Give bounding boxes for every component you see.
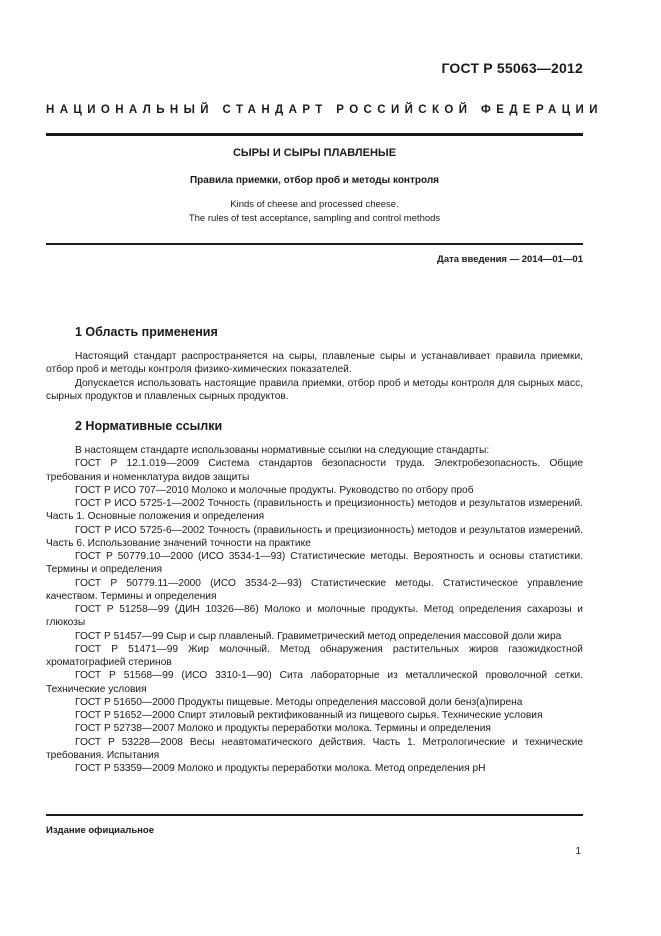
- page-number: 1: [575, 846, 581, 857]
- introduction-date: Дата введения — 2014—01—01: [437, 254, 583, 265]
- reference-item: ГОСТ Р ИСО 707—2010 Молоко и молочные продукты. Руководство по отбору проб: [75, 484, 474, 496]
- english-title-line1: Kinds of cheese and processed cheese.: [230, 199, 399, 210]
- reference-item: ГОСТ Р 51568—99 (ИСО 3310-1—90) Сита лабораторные из металлической проволочной сетки. Технические условия: [46, 670, 583, 695]
- national-standard-title: НАЦИОНАЛЬНЫЙ СТАНДАРТ РОССИЙСКОЙ ФЕДЕРАЦИИ: [46, 104, 603, 116]
- reference-item: ГОСТ Р ИСО 5725-6—2002 Точность (правильность и прецизионность) методов и результатов измерений. Часть 6. Использование значений точности на практике: [46, 524, 583, 549]
- reference-item: ГОСТ Р 12.1.019—2009 Система стандартов безопасности труда. Электробезопасность. Общие требования и номенклатура видов защиты: [46, 458, 583, 483]
- english-title: [46, 198, 583, 226]
- document-title: СЫРЫ И СЫРЫ ПЛАВЛЕНЫЕ: [232, 147, 397, 159]
- reference-item: ГОСТ Р 50779.10—2000 (ИСО 3534-1—93) Статистические методы. Вероятность и основы статистики. Термины и определения: [46, 551, 583, 576]
- section-1-paragraph: Допускается использовать настоящие правила приемки, отбор проб и методы контроля для сырных масс, сырных продуктов и плавленых сырных продуктов.: [46, 377, 583, 402]
- reference-item: ГОСТ Р ИСО 5725-1—2002 Точность (правильность и прецизионность) методов и результатов измерений. Часть 1. Основные положения и определения: [46, 498, 583, 523]
- english-title-line2: The rules of test acceptance, sampling and control methods: [188, 213, 441, 224]
- section-1-body: [46, 350, 583, 403]
- edition-label: Издание официальное: [46, 825, 154, 836]
- reference-item: ГОСТ Р 51471—99 Жир молочный. Метод обнаружения растительных жиров газожидкостной хроматографией стеринов: [46, 643, 583, 668]
- reference-item: ГОСТ Р 53359—2009 Молоко и продукты переработки молока. Метод определения рН: [75, 763, 486, 774]
- section-1-paragraph: Настоящий стандарт распространяется на сыры, плавленые сыры и устанавливает правила приемки, отбор проб и методы контроля физико-химических показателей.: [46, 351, 583, 376]
- reference-item: ГОСТ Р 51652—2000 Спирт этиловый ректификованный из пищевого сырья. Технические условия: [75, 710, 543, 721]
- reference-item: ГОСТ Р 52738—2007 Молоко и продукты переработки молока. Термины и определения: [75, 723, 491, 735]
- reference-intro: В настоящем стандарте использованы нормативные ссылки на следующие стандарты:: [75, 445, 490, 456]
- reference-item: ГОСТ Р 51258—99 (ДИН 10326—86) Молоко и молочные продукты. Метод определения сахарозы и глюкозы: [46, 604, 583, 629]
- reference-item: ГОСТ Р 53228—2008 Весы неавтоматического действия. Часть 1. Метрологические и технические требования. Испытания: [46, 736, 583, 761]
- section-2-heading: 2 Нормативные ссылки: [75, 419, 223, 433]
- reference-item: ГОСТ Р 50779.11—2000 (ИСО 3534-2—93) Статистические методы. Статистическое управление качеством. Термины и определения: [46, 577, 583, 602]
- title-divider: [46, 243, 583, 245]
- footer-divider: [46, 814, 583, 816]
- header-divider: [46, 133, 583, 136]
- section-2-body: [46, 444, 583, 775]
- reference-item: ГОСТ Р 51650—2000 Продукты пищевые. Методы определения массовой доли бенз(а)пирена: [75, 696, 523, 708]
- document-subtitle: Правила приемки, отбор проб и методы контроля: [189, 175, 440, 186]
- gost-code: ГОСТ Р 55063—2012: [441, 60, 583, 76]
- section-1-heading: 1 Область применения: [75, 325, 218, 339]
- reference-item: ГОСТ Р 51457—99 Сыр и сыр плавленый. Гравиметрический метод определения массовой доли жира: [75, 630, 562, 642]
